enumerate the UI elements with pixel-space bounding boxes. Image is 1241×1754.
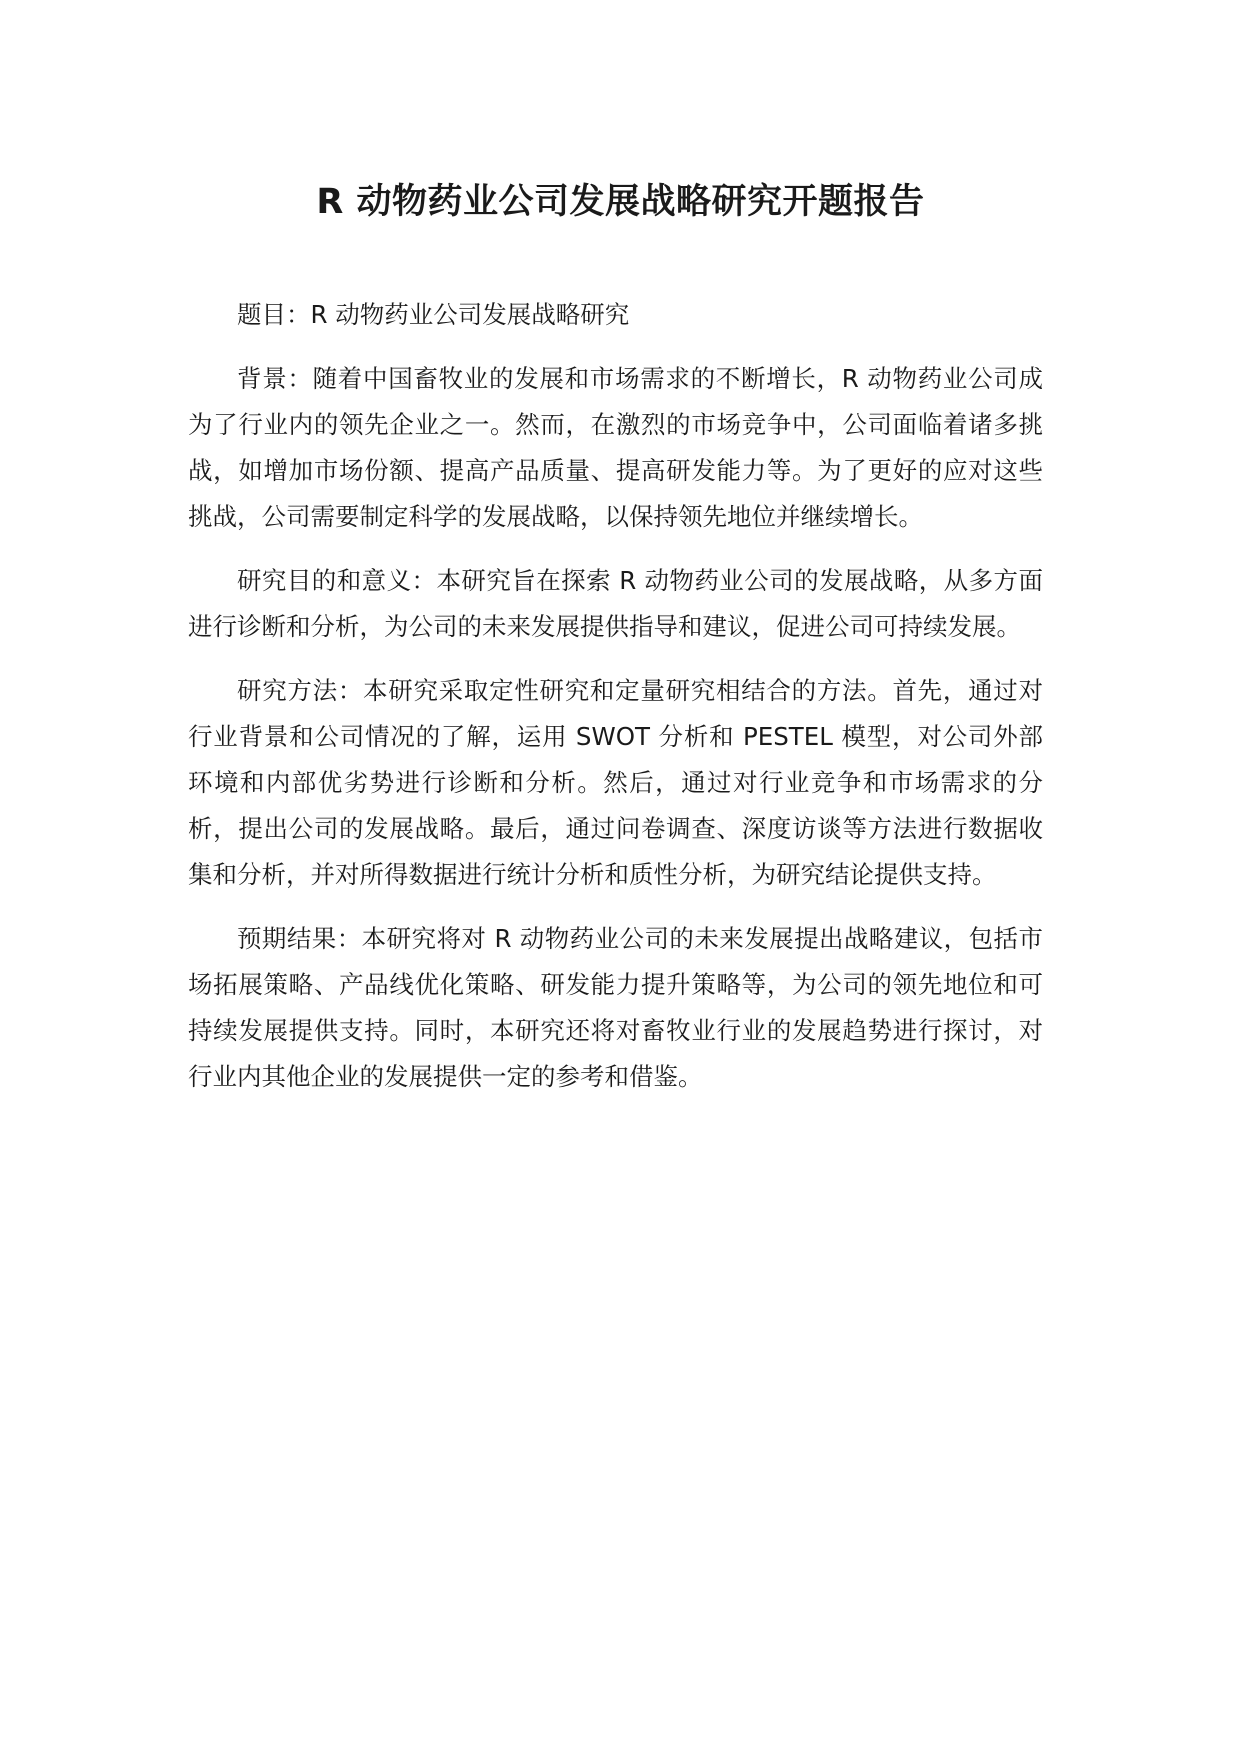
paragraph-purpose: 研究目的和意义：本研究旨在探索 R 动物药业公司的发展战略，从多方面进行诊断和分析，为公司的未来发展提供指导和建议，促进公司可持续发展。 — [188, 566, 1043, 641]
paragraph-topic: 题目：R 动物药业公司发展战略研究 — [237, 300, 630, 329]
document-body — [188, 292, 1043, 1118]
document-title: R 动物药业公司发展战略研究开题报告 — [316, 182, 925, 222]
paragraph-expected-results: 预期结果：本研究将对 R 动物药业公司的未来发展提出战略建议，包括市场拓展策略、产品线优化策略、研发能力提升策略等，为公司的领先地位和可持续发展提供支持。同时，本研究还将对畜牧业行业的发展趋势进行探讨，对行业内其他企业的发展提供一定的参考和借鉴。 — [188, 924, 1043, 1091]
paragraph-background: 背景：随着中国畜牧业的发展和市场需求的不断增长，R 动物药业公司成为了行业内的领先企业之一。然而，在激烈的市场竞争中，公司面临着诸多挑战，如增加市场份额、提高产品质量、提高研发能力等。为了更好的应对这些挑战，公司需要制定科学的发展战略，以保持领先地位并继续增长。 — [188, 364, 1043, 531]
paragraph-methods: 研究方法：本研究采取定性研究和定量研究相结合的方法。首先，通过对行业背景和公司情况的了解，运用 SWOT 分析和 PESTEL 模型，对公司外部环境和内部优劣势进行诊断和分析。然后，通过对行业竞争和市场需求的分析，提出公司的发展战略。最后，通过问卷调查、深度访谈等方法进行数据收集和分析，并对所得数据进行统计分析和质性分析，为研究结论提供支持。 — [188, 676, 1043, 889]
